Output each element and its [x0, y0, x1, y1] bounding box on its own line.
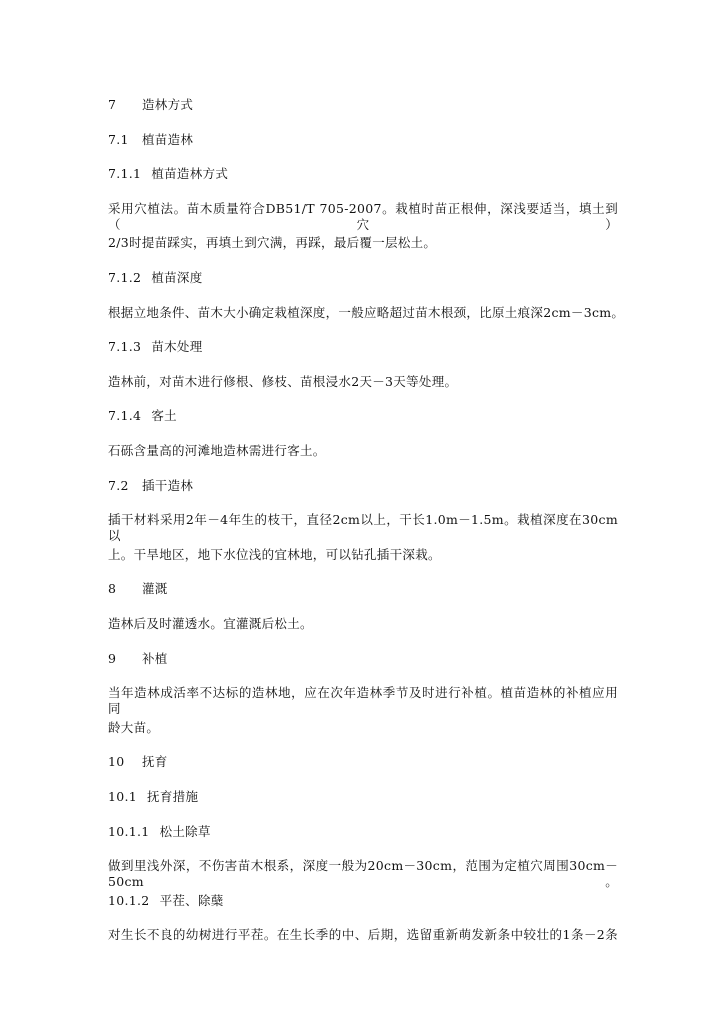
section-number: 7.1.4: [108, 408, 142, 423]
section-number: 7: [108, 97, 117, 112]
section-number: 7.1: [108, 132, 129, 147]
section-title: 补植: [142, 651, 168, 666]
section-number: 10: [108, 754, 125, 769]
body-text-line: 龄大苗。: [108, 720, 160, 735]
section-heading: [108, 754, 168, 770]
body-text-line: 当年造林成活率不达标的造林地，应在次年造林季节及时进行补植。植苗造林的补植应用同: [108, 685, 618, 716]
section-title: 植苗造林方式: [151, 166, 229, 181]
section-number: 10.1.1: [108, 824, 150, 839]
section-heading: [108, 581, 168, 597]
section-title: 平茬、除蘖: [159, 893, 224, 908]
section-heading: [108, 651, 168, 667]
body-text-line: 造林后及时灌透水。宜灌溉后松土。: [108, 616, 313, 631]
section-title: 客土: [151, 408, 177, 423]
body-text-line: 上。干旱地区，地下水位浅的宜林地，可以钻孔插干深栽。: [108, 547, 441, 562]
section-heading: [108, 408, 177, 424]
section-number: 8: [108, 581, 117, 596]
body-text-line: 对生长不良的幼树进行平茬。在生长季的中、后期，选留重新萌发新条中较壮的1条－2条: [108, 927, 618, 942]
section-title: 植苗深度: [151, 270, 203, 285]
section-number: 9: [108, 651, 117, 666]
section-title: 松土除草: [159, 824, 211, 839]
section-title: 苗木处理: [151, 339, 203, 354]
section-title: 灌溉: [142, 581, 168, 596]
body-text-line: 2/3时提苗踩实，再填土到穴满，再踩，最后覆一层松土。: [108, 235, 437, 250]
section-heading: [108, 339, 203, 355]
body-text-line: 插干材料采用2年－4年生的枝干，直径2cm以上，干长1.0m－1.5m。栽植深度在30cm以: [108, 512, 618, 543]
body-text-line: 根据立地条件、苗木大小确定栽植深度，一般应略超过苗木根颈，比原土痕深2cm－3cm。: [108, 305, 625, 320]
section-heading: [108, 478, 193, 494]
section-number: 10.1.2: [108, 893, 150, 908]
section-number: 7.1.1: [108, 166, 142, 181]
section-title: 植苗造林: [142, 132, 194, 147]
body-text-line: 做到里浅外深，不伤害苗木根系，深度一般为20cm－30cm，范围为定植穴周围30cm－50cm。: [108, 858, 618, 889]
section-number: 7.1.2: [108, 270, 142, 285]
section-heading: [108, 893, 224, 909]
section-title: 抚育: [142, 754, 168, 769]
section-title: 插干造林: [142, 478, 194, 493]
body-text-line: 石砾含量高的河滩地造林需进行客土。: [108, 443, 326, 458]
section-heading: [108, 824, 211, 840]
section-heading: [108, 789, 198, 805]
section-heading: [108, 166, 228, 182]
body-text-line: 采用穴植法。苗木质量符合DB51/T 705-2007。栽植时苗正根伸，深浅要适当，填土到（穴）: [108, 201, 618, 232]
section-number: 10.1: [108, 789, 138, 804]
section-heading: [108, 97, 193, 113]
section-number: 7.1.3: [108, 339, 142, 354]
section-number: 7.2: [108, 478, 129, 493]
section-title: 造林方式: [142, 97, 194, 112]
section-heading: [108, 132, 193, 148]
section-heading: [108, 270, 203, 286]
body-text-line: 造林前，对苗木进行修根、修枝、苗根浸水2天－3天等处理。: [108, 374, 458, 389]
section-title: 抚育措施: [147, 789, 199, 804]
